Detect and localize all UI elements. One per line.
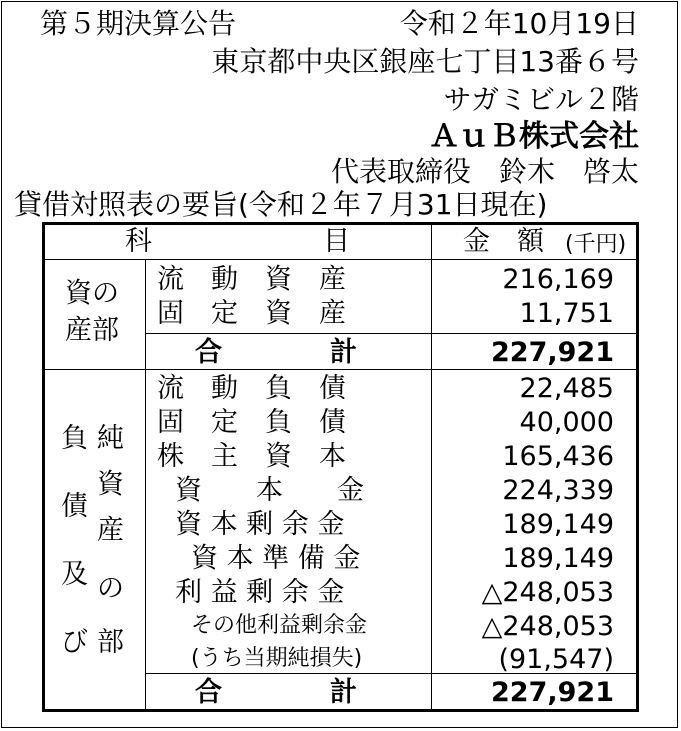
liabilities-row-label: 株 主 資 本 [157,441,346,472]
company-name: ＡｕＢ株式会社 [429,119,639,154]
liabilities-row-value: 224,339 [502,475,614,506]
assets-row-label: 固 定 資 産 [157,298,346,329]
liabilities-row-value: 22,485 [519,373,614,404]
assets-total-label: 合 計 [195,337,357,368]
liabilities-label-col1: 債 [61,491,88,522]
representative: 代表取締役 鈴木 啓太 [330,155,639,188]
company-address: 東京都中央区銀座七丁目13番６号 [211,45,639,78]
balance-sheet-subtitle: 貸借対照表の要旨(令和２年７月31日現在) [14,188,548,221]
assets-row-label: 流 動 資 産 [157,264,346,295]
notice-title: 第５期決算公告 [40,7,237,40]
header-kamoku-1: 科 [125,226,152,257]
assets-row-value: 11,751 [519,298,614,329]
liabilities-row-label: 利 益 剰 余 金 [175,577,345,608]
liabilities-row-value: 189,149 [502,543,614,574]
liabilities-row-value: △248,053 [481,611,614,642]
liabilities-label-col2: 産 [97,515,124,546]
liabilities-total-label: 合 計 [195,677,357,708]
liabilities-row-value: 165,436 [502,441,614,472]
liabilities-label-col1: び [61,627,88,658]
header-unit: (千円) [565,232,627,257]
liabilities-label-col2: の [97,573,124,604]
assets-total-divider [145,333,636,334]
company-building: サガミビル２階 [443,83,639,116]
liabilities-label-col1: 負 [61,423,88,454]
liabilities-row-value: 40,000 [519,407,614,438]
liabilities-label-col1: 及 [61,559,88,590]
liabilities-row-label: 資 本 金 [175,475,364,506]
balance-sheet-table [42,222,639,712]
header-kingaku: 金 額 [463,226,544,257]
header-divider [45,259,636,260]
liabilities-total-value: 227,921 [491,677,614,708]
assets-section-label-top: 資の [65,278,119,309]
assets-total-value: 227,921 [491,337,614,368]
liabilities-row-label: その他利益剰余金 [191,613,368,638]
liabilities-row-value: (91,547) [498,644,614,675]
liabilities-row-label: 資 本 剰 余 金 [175,509,345,540]
liabilities-row-value: 189,149 [502,509,614,540]
assets-row-value: 216,169 [502,264,614,295]
assets-section-label-bottom: 産部 [65,315,119,346]
liabilities-row-label: 資 本 準 備 金 [191,543,361,574]
header-kamoku-2: 目 [323,226,350,257]
label-column-divider [145,259,146,709]
liabilities-row-value: △248,053 [481,577,614,608]
notice-date: 令和２年10月19日 [399,7,639,40]
assets-section-divider [45,369,636,370]
liabilities-label-col2: 部 [97,627,124,658]
liabilities-label-col2: 資 [97,469,124,500]
liabilities-label-col2: 純 [97,423,124,454]
liabilities-row-label: 流 動 負 債 [157,373,346,404]
amount-column-divider [431,225,432,709]
liabilities-row-label: 固 定 負 債 [157,407,346,438]
liabilities-row-label: (うち当期純損失) [191,646,363,671]
